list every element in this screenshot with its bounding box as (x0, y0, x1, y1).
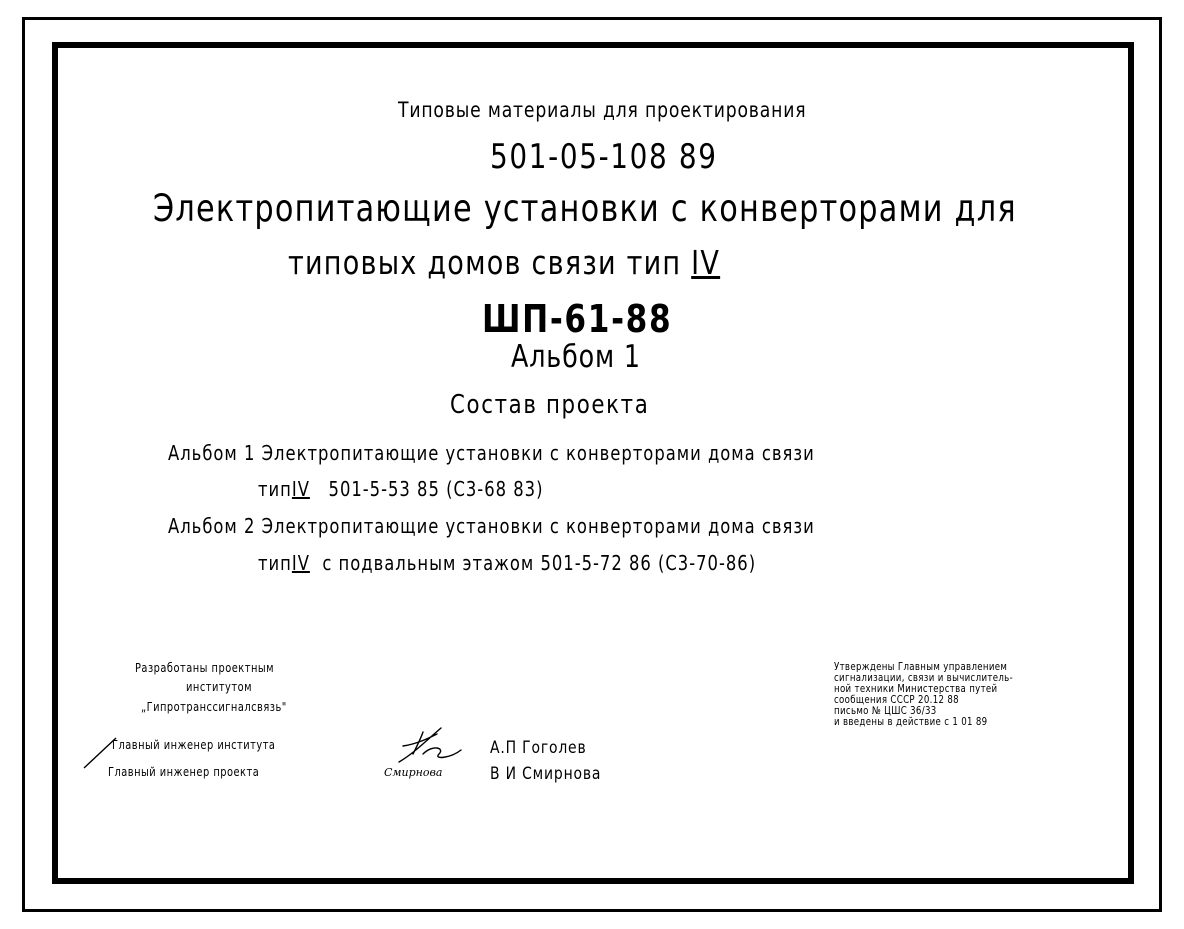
album-1-entry (168, 443, 957, 463)
album-1-text: Электропитающие установки с конверторами дома связи (261, 441, 815, 465)
chief-project-name: В И Смирнова (490, 764, 602, 784)
album-1-label: Альбом 1 (168, 441, 256, 465)
album-1-type: типIV 501-5-53 85 (С3-68 83) (258, 477, 544, 501)
series-number: 501-05-108 89 (490, 137, 718, 177)
developer-line-1: Разработаны проектным (135, 661, 275, 675)
album-2-label: Альбом 2 (168, 514, 256, 538)
developer-line-3: „Гипротранссигналсвязь" (141, 700, 287, 714)
chief-institute-title: Главный инженер института (112, 738, 276, 752)
album-2-entry (168, 516, 957, 536)
chief-institute-name: А.П Гоголев (490, 738, 587, 758)
signature-smirnova: Смирнова (384, 766, 443, 779)
project-code: ШП-61-88 (482, 297, 673, 341)
album-2-type: типIV с подвальным этажом 501-5-72 86 (С3-70-86) (258, 551, 757, 575)
developer-line-2: институтом (186, 680, 253, 694)
approval-block: Утверждены Главным управлением сигнализации, связи и вычислитель- ной техники Министерства путей сообщения СССР 20.12 88 письмо № ЦШС 36/33 и введены в действие с 1 01 89 (834, 661, 1014, 728)
materials-line: Типовые материалы для проектирования (398, 98, 807, 122)
album-2-text: Электропитающие установки с конверторами дома связи (261, 514, 815, 538)
type-roman-numeral: IV (691, 243, 721, 282)
title-line-1: Электропитающие установки с конверторами для (153, 187, 1017, 230)
chief-project-title: Главный инженер проекта (108, 765, 260, 779)
album-heading: Альбом 1 (511, 339, 641, 375)
composition-heading: Состав проекта (450, 390, 650, 420)
title-line-2: типовых домов связи тип IV (288, 243, 721, 282)
signature-gogolev (393, 724, 465, 768)
